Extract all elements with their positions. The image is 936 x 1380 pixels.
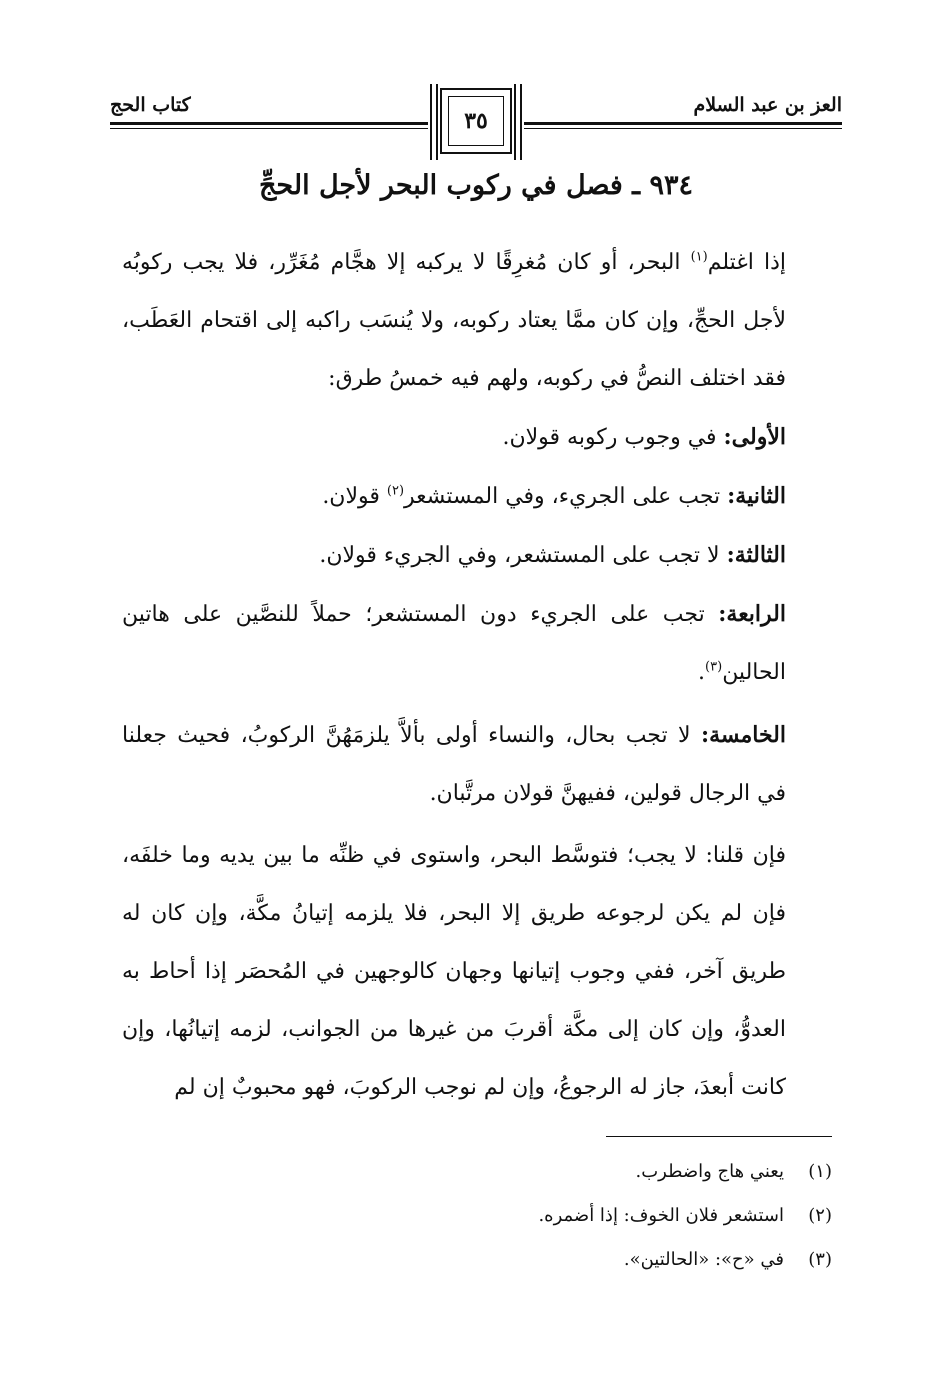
header-rule-left [110, 122, 428, 125]
footnote-ref-3: (٣) [705, 659, 723, 675]
paragraph-intro-text-a: إذا اغتلم [707, 250, 786, 275]
section-title: ٩٣٤ ـ فصل في ركوب البحر لأجل الحجِّ [259, 170, 693, 201]
running-head-book: كتاب الحج [110, 94, 191, 116]
way-second-label: الثانية: [727, 483, 786, 509]
footnotes [232, 1150, 832, 1282]
page-header [110, 88, 842, 168]
footnote-3-text: في «ح»: «الحالتين». [623, 1249, 784, 1270]
way-third-label: الثالثة: [726, 542, 786, 568]
header-rule-right-thin [524, 128, 842, 129]
footnote-separator [606, 1136, 832, 1137]
way-first-label: الأولى: [723, 424, 786, 450]
footnote-ref-1: (١) [690, 249, 708, 265]
paragraph-intro-text-b: البحر، أو كان مُغرِقًا لا يركبه إلا هجَّام مُغَرِّر، فلا يجب ركوبُه لأجل الحجِّ، وإن كان ممَّا يعتاد ركوبه، ولا يُنسَب راكبه إلى اقتحام العَطَب، فقد اختلف النصُّ في ركوبه، ولهم فيه خمسُ طرق: [122, 250, 786, 391]
paragraph-intro [122, 234, 834, 408]
way-second-text-a: تجب على الجريء، وفي المستشعر [404, 484, 728, 509]
footnote-3 [232, 1238, 832, 1282]
way-second [122, 467, 834, 526]
way-fourth-label: الرابعة: [718, 601, 786, 627]
header-rule-left-thin [110, 128, 428, 129]
way-fifth-label: الخامسة: [700, 722, 786, 748]
header-rule-right [524, 122, 842, 125]
footnote-3-number: (٣) [808, 1249, 832, 1270]
way-second-text-b: قولان. [322, 484, 387, 509]
way-first [122, 408, 834, 467]
footnote-ref-2: (٢) [386, 483, 405, 499]
way-first-text: في وجوب ركوبه قولان. [502, 425, 724, 450]
running-head-author: العز بن عبد السلام [693, 94, 842, 116]
way-third-text: لا تجب على المستشعر، وفي الجريء قولان. [319, 543, 727, 568]
paragraph-last: فإن قلنا: لا يجب؛ فتوسَّط البحر، واستوى في ظنِّه ما بين يديه وما خلفَه، فإن لم يكن لرجوعه طريق إلا البحر، فلا يلزمه إتيانُ مكَّة، وإن كان له طريق آخر، ففي وجوب إتيانها وجهان كالوجهين في المُحصَر إذا أحاط به العدوُّ، وإن كان إلى مكَّة أقربَ من غيرها من الجوانب، لزمه إتيانُها، وإن كانت أبعدَ، جاز له الرجوعُ، وإن لم نوجب الركوبَ، فهو محبوبٌ إن لم [122, 843, 787, 1100]
page-number: ٣٥ [448, 96, 504, 146]
way-fourth [122, 585, 834, 702]
footnote-2-text: استشعر فلان الخوف: إذا أضمره. [538, 1205, 784, 1226]
way-fifth-text: لا تجب بحال، والنساء أولى بألاَّ يلزمَهُنَّ الركوبُ، فحيث جعلنا في الرجال قولين، ففيهنَّ قولان مرتَّبان. [122, 723, 786, 806]
footnote-2 [232, 1194, 832, 1238]
footnote-1 [232, 1150, 832, 1194]
footnote-2-number: (٢) [808, 1205, 832, 1226]
page-number-frame [440, 88, 512, 154]
way-third [122, 526, 834, 585]
way-fourth-text-b: . [698, 660, 706, 685]
footnote-1-text: يعني هاج واضطرب. [635, 1161, 784, 1182]
way-fifth [122, 706, 834, 823]
footnote-1-number: (١) [808, 1161, 832, 1182]
way-fourth-text-a: تجب على الجريء دون المستشعر؛ حملاً للنصَّين على هاتين الحالين [122, 602, 786, 685]
body-text [122, 234, 834, 1117]
